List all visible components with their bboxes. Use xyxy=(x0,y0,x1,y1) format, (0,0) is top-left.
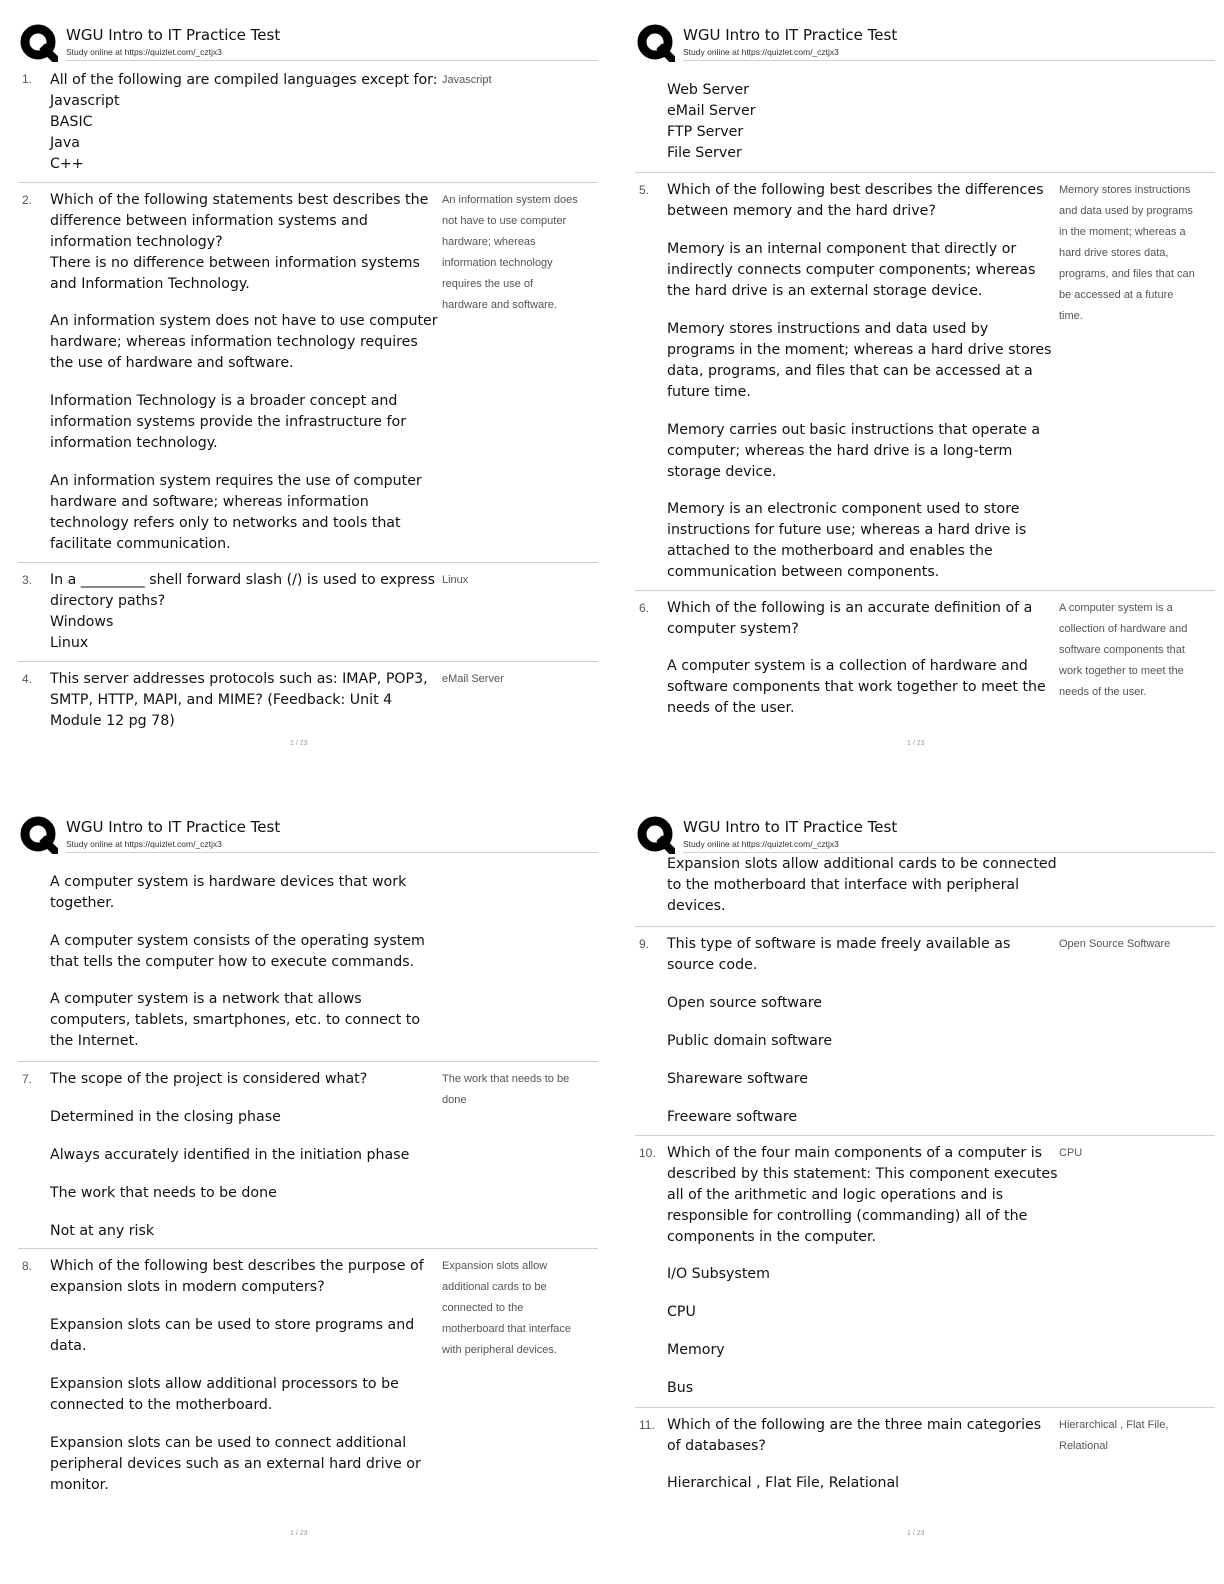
option: Linux xyxy=(50,635,89,651)
option: There is no difference between information systems and Information Technology. xyxy=(50,255,420,292)
answer-text: Hierarchical , Flat File, Relational xyxy=(1059,1419,1169,1452)
question-text: Which of the four main components of a computer is described by this statement: This component executes all of the arithmetic and logic operations and is responsible for controlling (commanding) all of the components in the computer. xyxy=(667,1145,1058,1245)
option: Expansion slots allow additional cards to be connected to the motherboard that interface with peripheral devices. xyxy=(667,856,1057,914)
question-number: 4. xyxy=(22,672,33,686)
answer-text: A computer system is a collection of hardware and software components that work together to meet the needs of the user. xyxy=(1059,602,1188,698)
option: File Server xyxy=(667,145,742,161)
option: Not at any risk xyxy=(50,1223,155,1239)
question-3 xyxy=(18,562,598,651)
page-number: 1 / 23 xyxy=(290,1530,308,1537)
option: Memory xyxy=(667,1342,725,1358)
option: Shareware software xyxy=(667,1071,808,1087)
question-7 xyxy=(18,1061,598,1239)
answer-text: Memory stores instructions and data used by programs in the moment; whereas a hard drive stores data, programs, and files that can be accessed at a future time. xyxy=(1059,184,1195,322)
option: FTP Server xyxy=(667,124,744,140)
study-online-link[interactable]: Study online at https://quizlet.com/_cztjx3 xyxy=(66,47,222,57)
option: Determined in the closing phase xyxy=(50,1109,281,1125)
page-title: WGU Intro to IT Practice Test xyxy=(66,26,281,44)
question-text: Which of the following statements best describes the difference between information systems and information technology? xyxy=(50,192,429,250)
header-divider xyxy=(66,852,598,853)
answer-text: The work that needs to be done xyxy=(442,1073,570,1106)
option: The work that needs to be done xyxy=(50,1185,277,1201)
page-number: 1 / 23 xyxy=(907,1530,925,1537)
question-text: This type of software is made freely available as source code. xyxy=(667,936,1011,973)
question-number: 10. xyxy=(639,1146,656,1160)
answer-text: An information system does not have to use computer hardware; whereas information technology requires the use of hardware and software. xyxy=(442,194,578,311)
quizlet-logo-icon xyxy=(18,22,58,62)
answer-text: CPU xyxy=(1059,1147,1083,1159)
question-5 xyxy=(635,172,1215,580)
option: Memory stores instructions and data used by programs in the moment; whereas a hard drive stores data, programs, and files that can be accessed at a future time. xyxy=(667,321,1052,400)
option: Memory is an electronic component used to store instructions for future use; whereas a hard drive is attached to the motherboard and enables the communication between components. xyxy=(667,501,1027,580)
option: A computer system is a collection of hardware and software components that work together to meet the needs of the user. xyxy=(667,658,1046,716)
answer-text: Expansion slots allow additional cards to be connected to the motherboard that interface with peripheral devices. xyxy=(442,1260,572,1356)
page-title: WGU Intro to IT Practice Test xyxy=(66,818,281,836)
page-4 xyxy=(635,814,1215,1554)
quizlet-logo-icon xyxy=(18,814,58,854)
page-header xyxy=(635,22,1215,70)
answer-text: Open Source Software xyxy=(1059,938,1171,950)
question-4 xyxy=(18,661,598,729)
option: Java xyxy=(50,135,80,151)
study-online-link[interactable]: Study online at https://quizlet.com/_cztjx3 xyxy=(66,839,222,849)
option: I/O Subsystem xyxy=(667,1266,770,1282)
header-divider xyxy=(683,852,1215,853)
option: Information Technology is a broader concept and information systems provide the infrastructure for information technology. xyxy=(50,393,407,451)
option: An information system requires the use of computer hardware and software; whereas information technology refers only to networks and tools that facilitate communication. xyxy=(50,473,422,552)
option: C++ xyxy=(50,156,84,172)
question-text: Which of the following best describes the differences between memory and the hard drive? xyxy=(667,182,1044,219)
question-number: 2. xyxy=(22,193,33,207)
question-text: Which of the following is an accurate definition of a computer system? xyxy=(667,600,1033,637)
page-2 xyxy=(635,22,1215,762)
option: Freeware software xyxy=(667,1109,798,1125)
study-online-link[interactable]: Study online at https://quizlet.com/_cztjx3 xyxy=(683,47,839,57)
header-divider xyxy=(66,60,598,61)
question-2 xyxy=(18,182,598,552)
study-online-link[interactable]: Study online at https://quizlet.com/_cztjx3 xyxy=(683,839,839,849)
option: Expansion slots can be used to connect additional peripheral devices such as an external hard drive or monitor. xyxy=(50,1435,421,1493)
question-6 xyxy=(635,590,1215,716)
page-header xyxy=(18,814,598,862)
question-text: Which of the following best describes the purpose of expansion slots in modern computers? xyxy=(50,1258,424,1295)
question-number: 3. xyxy=(22,573,33,587)
quizlet-logo-icon xyxy=(635,22,675,62)
header-divider xyxy=(683,60,1215,61)
option: Memory carries out basic instructions that operate a computer; whereas the hard drive is a long-term storage device. xyxy=(667,422,1041,480)
page-number: 1 / 23 xyxy=(290,740,308,747)
question-text: In a _________ shell forward slash (/) is used to express directory paths? xyxy=(50,572,436,609)
option: Bus xyxy=(667,1380,694,1396)
option: Windows xyxy=(50,614,114,630)
option: Public domain software xyxy=(667,1033,833,1049)
option: BASIC xyxy=(50,114,93,130)
question-text: All of the following are compiled languages except for: xyxy=(50,72,438,88)
option: eMail Server xyxy=(667,103,756,119)
question-number: 11. xyxy=(639,1418,655,1432)
page-1 xyxy=(18,22,598,762)
option: A computer system consists of the operating system that tells the computer how to execute commands. xyxy=(50,933,425,970)
page-title: WGU Intro to IT Practice Test xyxy=(683,818,898,836)
question-text: This server addresses protocols such as: IMAP, POP3, SMTP, HTTP, MAPI, and MIME? (Feedback: Unit 4 Module 12 pg 78) xyxy=(50,671,428,729)
answer-text: Linux xyxy=(442,574,469,586)
option: A computer system is a network that allows computers, tablets, smartphones, etc. to connect to the Internet. xyxy=(50,991,421,1049)
question-11 xyxy=(635,1407,1215,1491)
option: Javascript xyxy=(50,93,120,109)
option: Memory is an internal component that directly or indirectly connects computer components; whereas the hard drive is an external storage device. xyxy=(667,241,1036,299)
question-number: 8. xyxy=(22,1259,33,1273)
question-10 xyxy=(635,1135,1215,1396)
page-3 xyxy=(18,814,598,1554)
question-text: The scope of the project is considered what? xyxy=(50,1071,368,1087)
question-number: 5. xyxy=(639,183,650,197)
question-number: 7. xyxy=(22,1072,33,1086)
option: Hierarchical , Flat File, Relational xyxy=(667,1475,900,1491)
question-9 xyxy=(635,926,1215,1125)
answer-text: Javascript xyxy=(442,74,492,86)
question-text: Which of the following are the three main categories of databases? xyxy=(667,1417,1042,1454)
question-number: 1. xyxy=(22,72,33,86)
option: A computer system is hardware devices that work together. xyxy=(50,874,407,911)
option: CPU xyxy=(667,1304,696,1320)
option: Expansion slots can be used to store programs and data. xyxy=(50,1317,415,1354)
option: Always accurately identified in the initiation phase xyxy=(50,1147,410,1163)
option: Open source software xyxy=(667,995,822,1011)
option: An information system does not have to use computer hardware; whereas information technology requires the use of hardware and software. xyxy=(50,313,438,371)
page-title: WGU Intro to IT Practice Test xyxy=(683,26,898,44)
quizlet-logo-icon xyxy=(635,814,675,854)
option: Expansion slots allow additional processors to be connected to the motherboard. xyxy=(50,1376,399,1413)
option: Web Server xyxy=(667,82,749,98)
page-number: 1 / 23 xyxy=(907,740,925,747)
answer-text: eMail Server xyxy=(442,673,504,685)
question-number: 6. xyxy=(639,601,650,615)
question-8 xyxy=(18,1248,598,1493)
question-number: 9. xyxy=(639,937,650,951)
page-header xyxy=(18,22,598,70)
